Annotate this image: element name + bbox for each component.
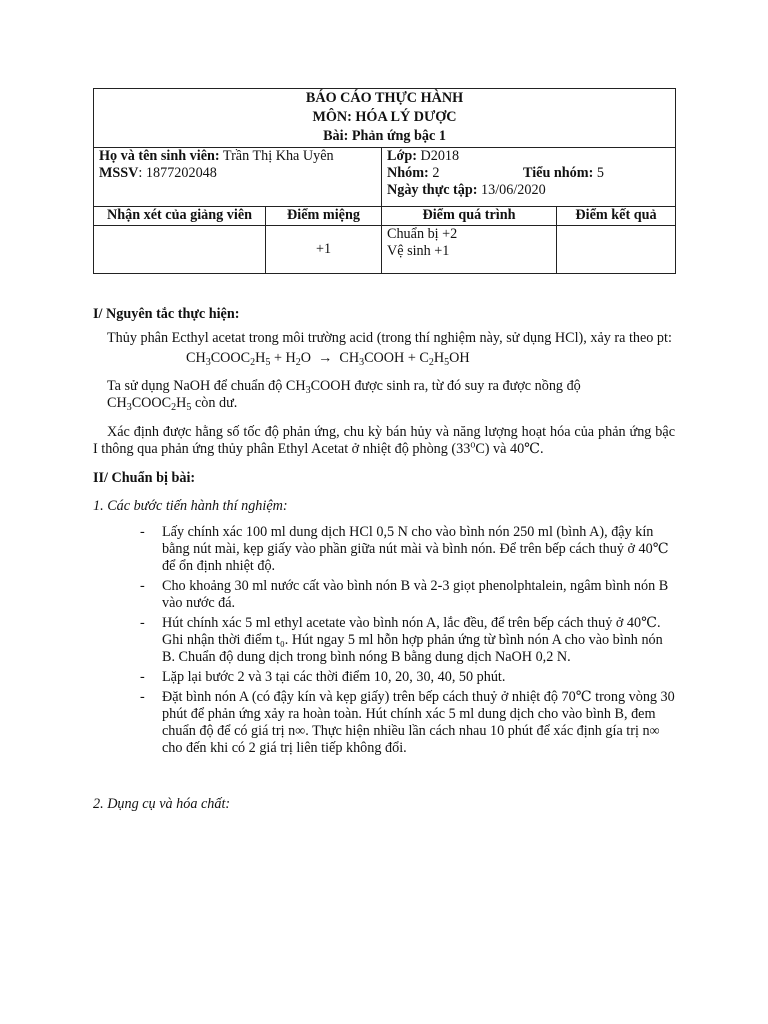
col-oral: Điểm miệng bbox=[266, 207, 382, 226]
lesson-title: Bài: Phản ứng bậc 1 bbox=[323, 128, 446, 144]
rate-constant-text-2: C) và 40℃. bbox=[475, 441, 544, 457]
report-title: BÁO CÁO THỰC HÀNH bbox=[305, 90, 464, 106]
result-cell bbox=[557, 226, 676, 274]
student-info-cell bbox=[94, 148, 382, 207]
section1-paragraph1 bbox=[93, 330, 675, 347]
step-text: Hút chính xác 5 ml ethyl acetate vào bình nón A, lắc đều, để trên bếp cách thuỷ ở 40℃. Ghi nhận thời điểm t₀. Hút ngay 5 ml hỗn hợp phản ứng từ bình nón A cho vào bình nón B. Chuẩn độ dung dịch trong bình nóng B bằng dung dịch NaOH 0,2 N. bbox=[162, 615, 663, 665]
report-header-table bbox=[93, 88, 676, 274]
process-score-cell bbox=[382, 226, 557, 274]
step-text: Cho khoảng 30 ml nước cất vào bình nón B và 2-3 giọt phenolphtalein, ngâm bình nón B vào nước đá. bbox=[162, 578, 669, 611]
rate-constant-text: Xác định được hằng số tốc độ phản ứng, chu kỳ bán hủy và năng lượng hoạt hóa của phản ứng bậc I thông qua phản ứng thủy phân Ethyl Acetat ở nhiệt độ phòng (33 bbox=[93, 424, 675, 457]
comment-cell bbox=[94, 226, 266, 274]
hydrolysis-text: Thủy phân Ecthyl acetat trong môi trường acid (trong thí nghiệm này, sử dụng HCl), xảy ra theo pt: bbox=[107, 330, 672, 346]
steps-list bbox=[140, 524, 675, 760]
col-process: Điểm quá trình bbox=[382, 207, 557, 226]
process-hygiene: Vệ sinh +1 bbox=[387, 243, 450, 259]
date-value: 13/06/2020 bbox=[477, 182, 546, 198]
list-item bbox=[140, 669, 675, 686]
step-text: Lấy chính xác 100 ml dung dịch HCl 0,5 N cho vào bình nón 250 ml (bình A), đậy kín bằng nút mài, kẹp giấy vào phần giữa nút mài và bình nón. Để trên bếp cách thuỷ ở 40℃ để ổn định nhiệt độ. bbox=[162, 524, 669, 574]
section1-paragraph3: Xác định được hằng số tốc độ phản ứng, chu kỳ bán hủy và năng lượng hoạt hóa của phản ứng bậc I thông qua phản ứng thủy phân Ethyl Acetat ở nhiệt độ phòng (33$^o$C) và 40℃. bbox=[93, 424, 675, 457]
naoh-text-2: COOH được sinh ra, từ đó suy ra được nồng độ bbox=[310, 378, 581, 394]
section1-heading: I/ Nguyên tắc thực hiện: bbox=[93, 306, 240, 322]
mssv-label: MSSV bbox=[99, 165, 139, 181]
group-value: 2 bbox=[428, 165, 440, 181]
name-label: Họ và tên sinh viên: bbox=[99, 148, 220, 164]
reaction-equation: $CH_3COOC_2H_5 + H_2O$ → $CH_3COOH + C_2H_5OH$ bbox=[186, 350, 470, 368]
course-title: MÔN: HÓA LÝ DƯỢC bbox=[312, 109, 457, 125]
mssv-value: : 1877202048 bbox=[138, 165, 217, 181]
process-prep: Chuẩn bị +2 bbox=[387, 226, 458, 242]
equipment-subheading: 2. Dụng cụ và hóa chất: bbox=[93, 796, 231, 812]
dash: - bbox=[140, 524, 145, 540]
class-label: Lớp: bbox=[387, 148, 417, 164]
date-label: Ngày thực tập: bbox=[387, 182, 478, 198]
class-value: D2018 bbox=[416, 148, 460, 164]
name-value: Trần Thị Kha Uyên bbox=[219, 148, 334, 164]
section2-heading: II/ Chuẩn bị bài: bbox=[93, 470, 196, 486]
subgroup-label: Tiểu nhóm: bbox=[523, 165, 594, 181]
remaining-text: còn dư. bbox=[191, 395, 238, 411]
col-comment: Nhận xét của giảng viên bbox=[94, 207, 266, 226]
list-item bbox=[140, 524, 675, 575]
step-text: Đặt bình nón A (có đậy kín và kẹp giấy) trên bếp cách thuỷ ở nhiệt độ 70℃ trong vòng 30 phút để phản ứng xảy ra hoàn toàn. Hút chính xác 5 ml dung dịch cho vào bình B, đem chuẩn độ để có giá trị n∞. Thực hiện nhiều lần cách nhau 10 phút để xác định gía trị n∞ cho đến khi có 2 giá trị liên tiếp không đổi. bbox=[162, 689, 675, 756]
list-item bbox=[140, 578, 675, 612]
score-row bbox=[94, 226, 676, 274]
dash: - bbox=[140, 615, 145, 631]
group-label: Nhóm: bbox=[387, 165, 429, 181]
list-item bbox=[140, 689, 675, 757]
oral-score: +1 bbox=[266, 226, 382, 274]
ester-formula-part: COOC bbox=[131, 395, 172, 411]
dash: - bbox=[140, 669, 145, 685]
ester-formula-part-2: H bbox=[176, 395, 187, 411]
report-title-cell bbox=[94, 89, 676, 148]
class-info-cell bbox=[382, 148, 676, 207]
subgroup-value: 5 bbox=[593, 165, 604, 181]
list-item bbox=[140, 615, 675, 666]
step-text: Lặp lại bước 2 và 3 tại các thời điểm 10, 20, 30, 40, 50 phút. bbox=[162, 669, 506, 685]
steps-subheading: 1. Các bước tiến hành thí nghiệm: bbox=[93, 498, 288, 514]
col-result: Điểm kết quả bbox=[557, 207, 676, 226]
section1-paragraph2: Ta sử dụng NaOH để chuẩn độ $CH_3COOH$ được sinh ra, từ đó suy ra được nồng độ $CH_3COOC_2H_5$ còn dư. bbox=[107, 378, 581, 413]
naoh-text: Ta sử dụng NaOH để chuẩn độ CH bbox=[107, 378, 306, 394]
dash: - bbox=[140, 578, 145, 594]
dash: - bbox=[140, 689, 145, 705]
score-header-row bbox=[94, 207, 676, 226]
